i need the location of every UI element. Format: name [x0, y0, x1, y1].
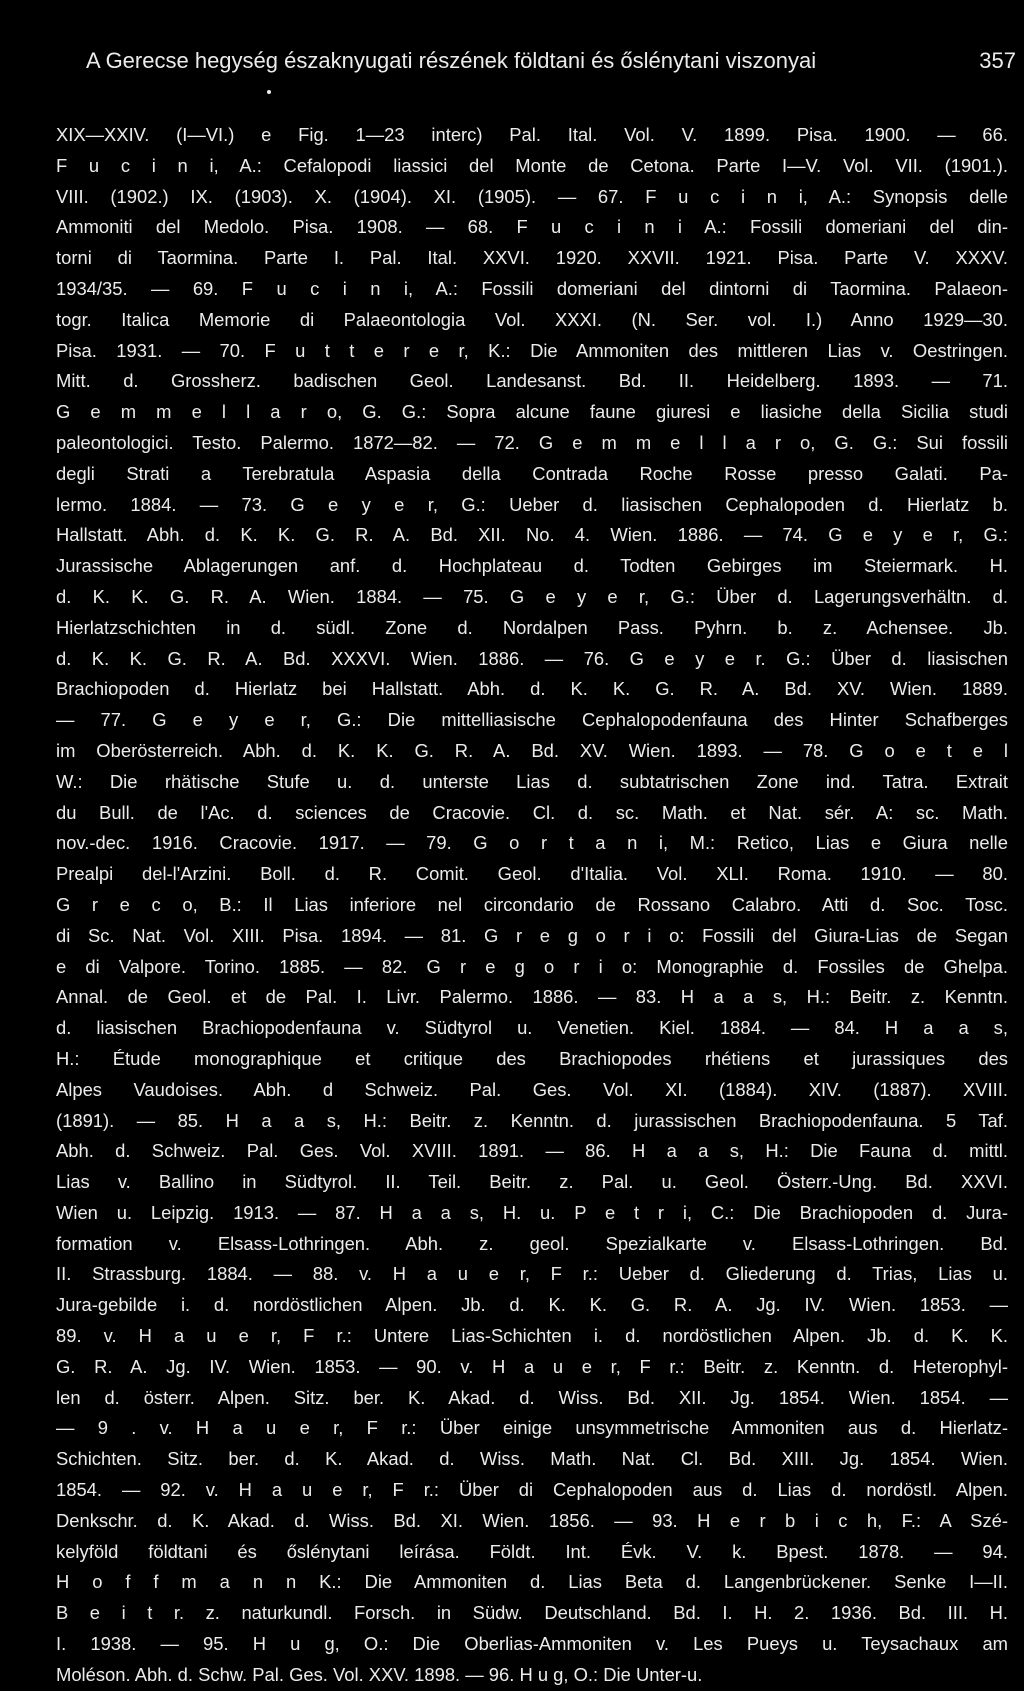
text-line: torni di Taormina. Parte I. Pal. Ital. XXVI. 1920. XXVII. 1921. Pisa. Parte V. XXXV.: [56, 247, 1008, 269]
text-line: G e m m e l l a r o, G. G.: Sopra alcune faune giuresi e liasiche della Sicilia studi: [56, 401, 1008, 423]
text-line: Ammoniti del Medolo. Pisa. 1908. — 68. F u c i n i A.: Fossili domeriani del din-: [56, 216, 1008, 238]
text-line: Hierlatzschichten in d. südl. Zone d. Nordalpen Pass. Pyhrn. b. z. Achensee. Jb.: [56, 616, 1008, 638]
text-line: Lias v. Ballino in Südtyrol. II. Teil. Beitr. z. Pal. u. Geol. Österr.-Ung. Bd. XXVI.: [56, 1171, 1008, 1193]
text-line: G r e c o, B.: Il Lias inferiore nel circondario de Rossano Calabro. Atti d. Soc. Tosc.: [56, 893, 1008, 915]
text-line: len d. österr. Alpen. Sitz. ber. K. Akad. d. Wiss. Bd. XII. Jg. 1854. Wien. 1854. —: [56, 1386, 1008, 1408]
text-line: Jura-gebilde i. d. nordöstlichen Alpen. Jb. d. K. K. G. R. A. Jg. IV. Wien. 1853. —: [56, 1294, 1008, 1316]
text-line: Denkschr. d. K. Akad. d. Wiss. Bd. XI. Wien. 1856. — 93. H e r b i c h, F.: A Szé-: [56, 1509, 1008, 1531]
text-line: paleontologici. Testo. Palermo. 1872—82. — 72. G e m m e l l a r o, G. G.: Sui fossili: [56, 431, 1008, 453]
ink-dot: [267, 90, 271, 94]
header-title: A Gerecse hegység északnyugati részének földtani és őslénytani viszonyai: [86, 48, 817, 73]
text-line: lermo. 1884. — 73. G e y e r, G.: Ueber d. liasischen Cephalopoden d. Hierlatz b.: [56, 493, 1008, 515]
text-line: — 9 . v. H a u e r, F r.: Über einige unsymmetrische Ammoniten aus d. Hierlatz-: [56, 1417, 1008, 1439]
text-line: formation v. Elsass-Lothringen. Abh. z. geol. Spezialkarte v. Elsass-Lothringen. Bd.: [56, 1232, 1008, 1254]
text-line: e di Valpore. Torino. 1885. — 82. G r e g o r i o: Monographie d. Fossiles de Ghelpa.: [56, 955, 1008, 977]
text-line: F u c i n i, A.: Cefalopodi liassici del Monte de Cetona. Parte I—V. Vol. VII. (1901.).: [56, 154, 1008, 176]
text-line: Alpes Vaudoises. Abh. d Schweiz. Pal. Ges. Vol. XI. (1884). XIV. (1887). XVIII.: [56, 1078, 1008, 1100]
text-line: d. liasischen Brachiopodenfauna v. Südtyrol u. Venetien. Kiel. 1884. — 84. H a a s,: [56, 1017, 1008, 1039]
text-line: Jurassische Ablagerungen anf. d. Hochplateau d. Todten Gebirges im Steiermark. H.: [56, 555, 1008, 577]
text-line: Abh. d. Schweiz. Pal. Ges. Vol. XVIII. 1891. — 86. H a a s, H.: Die Fauna d. mittl.: [56, 1140, 1008, 1162]
text-line: togr. Italica Memorie di Palaeontologia Vol. XXXI. (N. Ser. vol. I.) Anno 1929—30.: [56, 308, 1008, 330]
text-line: Annal. de Geol. et de Pal. I. Livr. Palermo. 1886. — 83. H a a s, H.: Beitr. z. Kenntn.: [56, 986, 1008, 1008]
text-line: 1854. — 92. v. H a u e r, F r.: Über di Cephalopoden aus d. Lias d. nordöstl. Alpen.: [56, 1479, 1008, 1501]
text-line: 1934/35. — 69. F u c i n i, A.: Fossili domeriani del dintorni di Taormina. Palaeon-: [56, 277, 1008, 299]
text-line: H o f f m a n n K.: Die Ammoniten d. Lias Beta d. Langenbrückener. Senke I—II.: [56, 1571, 1008, 1593]
text-line: Wien u. Leipzig. 1913. — 87. H a a s, H. u. P e t r i, C.: Die Brachiopoden d. Jura-: [56, 1201, 1008, 1223]
text-line: W.: Die rhätische Stufe u. d. unterste Lias d. subtatrischen Zone ind. Tatra. Extrait: [56, 770, 1008, 792]
text-line: B e i t r. z. naturkundl. Forsch. in Südw. Deutschland. Bd. I. H. 2. 1936. Bd. III. H.: [56, 1602, 1008, 1624]
bibliography-text: [56, 120, 1008, 1691]
text-line: VIII. (1902.) IX. (1903). X. (1904). XI. (1905). — 67. F u c i n i, A.: Synopsis delle: [56, 185, 1008, 207]
text-line: — 77. G e y e r, G.: Die mittelliasische Cephalopodenfauna des Hinter Schafberges: [56, 709, 1008, 731]
text-line: XIX—XXIV. (I—VI.) e Fig. 1—23 interc) Pal. Ital. Vol. V. 1899. Pisa. 1900. — 66.: [56, 124, 1008, 145]
text-line: G. R. A. Jg. IV. Wien. 1853. — 90. v. H a u e r, F r.: Beitr. z. Kenntn. d. Heterophyl-: [56, 1355, 1008, 1377]
text-line: II. Strassburg. 1884. — 88. v. H a u e r, F r.: Ueber d. Gliederung d. Trias, Lias u.: [56, 1263, 1008, 1285]
text-line: Pisa. 1931. — 70. F u t t e r e r, K.: Die Ammoniten des mittleren Lias v. Oestringen.: [56, 339, 1008, 361]
text-line: degli Strati a Terebratula Aspasia della Contrada Roche Rosse presso Galati. Pa-: [56, 462, 1008, 484]
text-line: d. K. K. G. R. A. Bd. XXXVI. Wien. 1886. — 76. G e y e r. G.: Über d. liasischen: [56, 647, 1008, 669]
text-line: di Sc. Nat. Vol. XIII. Pisa. 1894. — 81. G r e g o r i o: Fossili del Giura-Lias de Segan: [56, 924, 1008, 946]
text-line: d. K. K. G. R. A. Wien. 1884. — 75. G e y e r, G.: Über d. Lagerungsverhältn. d.: [56, 585, 1008, 607]
text-line: im Oberösterreich. Abh. d. K. K. G. R. A. Bd. XV. Wien. 1893. — 78. G o e t e l: [56, 739, 1008, 761]
text-line: Hallstatt. Abh. d. K. K. G. R. A. Bd. XII. No. 4. Wien. 1886. — 74. G e y e r, G.:: [56, 524, 1008, 546]
text-line: 89. v. H a u e r, F r.: Untere Lias-Schichten i. d. nordöstlichen Alpen. Jb. d. K. K.: [56, 1325, 1008, 1347]
running-header: [86, 46, 1016, 86]
text-line: du Bull. de l'Ac. d. sciences de Cracovie. Cl. d. sc. Math. et Nat. sér. A: sc. Math.: [56, 801, 1008, 823]
text-line: Moléson. Abh. d. Schw. Pal. Ges. Vol. XXV. 1898. — 96. H u g, O.: Die Unter-u.: [56, 1663, 703, 1685]
text-line: Schichten. Sitz. ber. d. K. Akad. d. Wiss. Math. Nat. Cl. Bd. XIII. Jg. 1854. Wien.: [56, 1448, 1008, 1470]
text-line: Prealpi del-l'Arzini. Boll. d. R. Comit. Geol. d'Italia. Vol. XLI. Roma. 1910. — 80.: [56, 863, 1008, 885]
page-number: 357: [979, 48, 1016, 73]
text-line: (1891). — 85. H a a s, H.: Beitr. z. Kenntn. d. jurassischen Brachiopodenfauna. 5 Taf.: [56, 1109, 1008, 1131]
text-line: kelyföld földtani és őslénytani leírása. Földt. Int. Évk. V. k. Bpest. 1878. — 94.: [56, 1540, 1008, 1562]
text-line: I. 1938. — 95. H u g, O.: Die Oberlias-Ammoniten v. Les Pueys u. Teysachaux am: [56, 1633, 1008, 1655]
text-line: nov.-dec. 1916. Cracovie. 1917. — 79. G o r t a n i, M.: Retico, Lias e Giura nelle: [56, 832, 1008, 854]
text-line: Mitt. d. Grossherz. badischen Geol. Landesanst. Bd. II. Heidelberg. 1893. — 71.: [56, 370, 1008, 392]
text-line: H.: Étude monographique et critique des Brachiopodes rhétiens et jurassiques des: [56, 1047, 1008, 1069]
text-line: Brachiopoden d. Hierlatz bei Hallstatt. Abh. d. K. K. G. R. A. Bd. XV. Wien. 1889.: [56, 678, 1008, 700]
